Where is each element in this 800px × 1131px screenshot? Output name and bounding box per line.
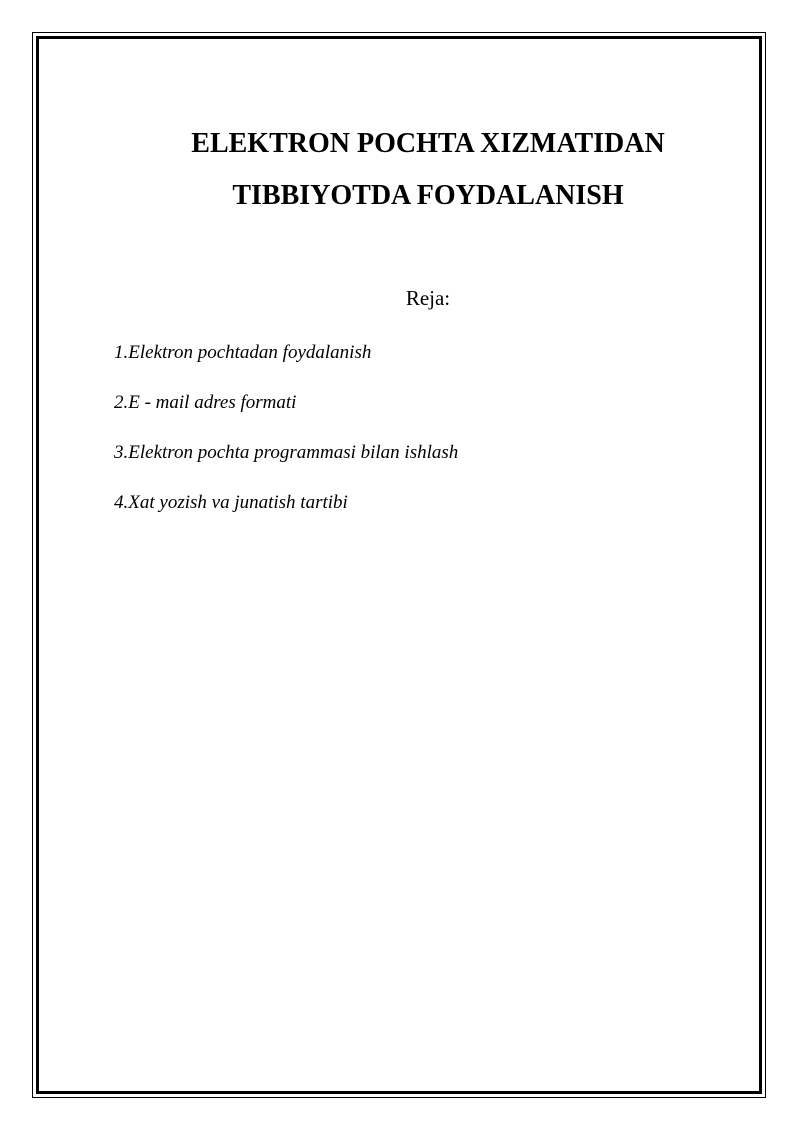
document-title-line-2: TIBBIYOTDA FOYDALANISH — [232, 180, 624, 211]
plan-heading: Reja: — [405, 286, 451, 310]
plan-item: 3.Elektron pochta programmasi bilan ishlash — [114, 442, 459, 463]
plan-item: 4.Xat yozish va junatish tartibi — [114, 492, 348, 513]
plan-item: 2.E - mail adres formati — [114, 392, 297, 413]
document-title-line-1: ELEKTRON POCHTA XIZMATIDAN — [191, 128, 665, 159]
plan-item: 1.Elektron pochtadan foydalanish — [114, 342, 372, 363]
plan-list — [114, 340, 458, 540]
